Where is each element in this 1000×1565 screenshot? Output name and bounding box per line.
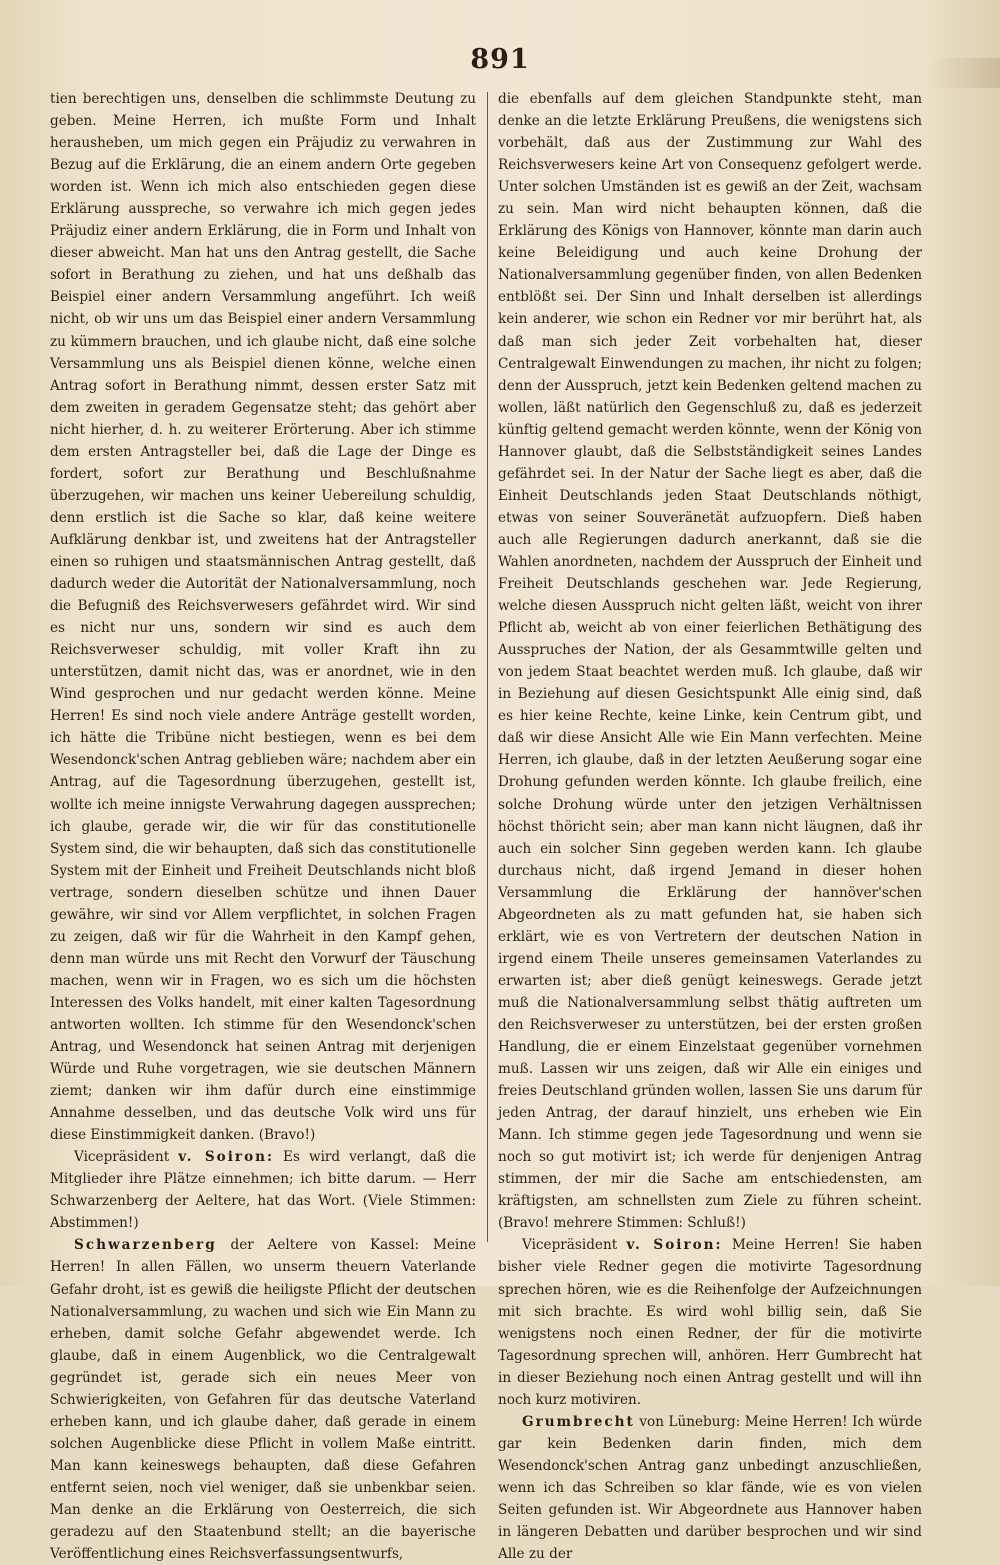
left-column [50,88,477,1563]
vice-president-label: Vicepräsident [522,1237,618,1254]
speaker-grumbrecht: Grumbrecht [522,1413,635,1430]
right-paragraph-1: die ebenfalls auf dem gleichen Standpunkte steht, man denke an die letzte Erklärung Preußens, die wenigstens sich vorbehält, daß aus der Zustimmung zur Wahl des Reichsverwesers keine Art von Consequenz gefolgert werde. Unter solchen Umständen ist es gewiß an der Zeit, wachsam zu sein. Man wird nicht behaupten können, daß die Erklärung des Königs von Hannover, könnte man darin auch keine Beleidigung und auch keine Drohung der Nationalversammlung gegenüber finden, von allen Bedenken entblößt sei. Der Sinn und Inhalt derselben ist allerdings kein anderer, wie schon ein Redner vor mir berührt hat, als daß man sich jeder Zeit vorbehalten hat, dieser Centralgewalt Einwendungen zu machen, ihr nicht zu folgen; denn der Ausspruch, jetzt kein Bedenken geltend machen zu wollen, läßt natürlich den Gegenschluß zu, daß es jederzeit künftig geltend gemacht werden könnte, wenn der König von Hannover glaubt, daß die Selbstständigkeit seines Landes gefährdet sei. In der Natur der Sache liegt es aber, daß die Einheit Deutschlands jeden Staat Deutschlands nöthigt, etwas von seiner Souveränetät aufzuopfern. Dieß haben auch alle Regierungen dadurch anerkannt, daß sie die Wahlen anordneten, nachdem der Ausspruch der Einheit und Freiheit Deutschlands geschehen war. Jede Regierung, welche diesen Ausspruch nicht gelten läßt, weicht von ihrer Pflicht ab, weicht ab von einer feierlichen Bethätigung des Ausspruches der Nation, der als Gesammtwille gelten und von jedem Staat beachtet werden muß. Ich glaube, daß wir in Beziehung auf diesen Gesichtspunkt Alle einig sind, daß es hier keine Rechte, keine Linke, kein Centrum gibt, und daß wir diese Ansicht Alle wie Ein Mann verfechten. Meine Herren, ich glaube, daß in der letzten Aeußerung sogar eine Drohung gefunden werden könnte. Ich glaube freilich, eine solche Drohung würde unter den jetzigen Verhältnissen höchst thöricht sein; aber man kann nicht läugnen, daß ihr auch ein solcher Sinn gegeben werden kann. Ich glaube durchaus nicht, daß irgend Jemand in dieser hohen Versammlung die Erklärung der hannöver'schen Abgeordneten als zu matt gefunden hat, sie haben sich erklärt, wie es von Vertretern der deutschen Nation in irgend einem Theile unseres gemeinsamen Vaterlandes zu erwarten ist; aber dieß genügt keineswegs. Gerade jetzt muß die Nationalversammlung selbst thätig auftreten um den Reichsverweser zu unterstützen, bei der ersten großen Handlung, die er einem Einzelstaat gegenüber vornehmen muß. Lassen wir uns zeigen, daß wir Alle ein einiges und freies Deutschland gründen wollen, lassen Sie uns darum für jeden Antrag, der darauf hinzielt, uns erheben wie Ein Mann. Ich stimme gegen jede Tagesordnung und wenn sie noch so gut motivirt ist; ich werde für denjenigen Antrag stimmen, der mir die Sache am entschiedensten, am kräftigsten, am schnellsten zum Ziele zu führen scheint. (Bravo! mehrere Stimmen: Schluß!) [498,91,922,1232]
left-paragraph-2-text: Es wird verlangt, daß die Mitglieder ihre Plätze einnehmen; ich bitte darum. — Herr Schwarzenberg der Aeltere, hat das Wort. (Viele Stimmen: Abstimmen!) [50,1149,476,1232]
right-paragraph-2-text: Meine Herren! Sie haben bisher viele Redner gegen die motivirte Tagesordnung sprechen hören, wie es die Reihenfolge der Aufzeichnungen mit sich brachte. Es wird wohl billig sein, daß Sie wenigstens noch einen Redner, der für die motivirte Tagesordnung sprechen will, anhören. Herr Gumbrecht hat in dieser Beziehung noch einen Antrag gestellt und will ihn noch kurz motiviren. [498,1237,922,1408]
page-number: 891 [470,44,530,75]
right-paragraph-2 [498,1234,922,1410]
speaker-soiron: v. Soiron: [626,1237,723,1254]
left-paragraph-1: tien berechtigen uns, denselben die schlimmste Deutung zu geben. Meine Herren, ich mußte Form und Inhalt herausheben, um mich gegen ein Präjudiz zu verwahren in Bezug auf die Erklärung, die an einem andern Orte gegeben worden ist. Wenn ich mich also entschieden gegen diese Erklärung ausspreche, so verwahre ich mich gegen jedes Präjudiz einer andern Erklärung, die in Form und Inhalt von dieser abweicht. Man hat uns den Antrag gestellt, die Sache sofort in Berathung zu ziehen, und hat uns deßhalb das Beispiel einer andern Versammlung angeführt. Ich weiß nicht, ob wir uns um das Beispiel einer andern Versammlung zu kümmern brauchen, und ich glaube nicht, daß eine solche Versammlung uns als Beispiel dienen könne, welche einen Antrag sofort in Berathung nimmt, dessen erster Satz mit dem zweiten in geradem Gegensatze steht; das gehört aber nicht hierher, d. h. zu weiterer Erörterung. Aber ich stimme dem ersten Antragsteller bei, daß die Lage der Dinge es fordert, sofort zur Berathung und Beschlußnahme überzugehen, wir machen uns keiner Uebereilung schuldig, denn erstlich ist die Sache so klar, daß keine weitere Aufklärung denkbar ist, und zweitens hat der Antragsteller einen so ruhigen und staatsmännischen Antrag gestellt, daß dadurch weder die Autorität der Nationalversammlung, noch die Befugniß des Reichsverwesers gefährdet wird. Wir sind es nicht nur uns, sondern wir sind es auch dem Reichsverweser schuldig, mit voller Kraft ihn zu unterstützen, damit nicht das, was er anordnet, wie in den Wind gesprochen und nur gedacht werden könne. Meine Herren! Es sind noch viele andere Anträge gestellt worden, ich hätte die Tribüne nicht bestiegen, wenn es bei dem Wesendonck'schen Antrag geblieben wäre; nachdem aber ein Antrag, auf die Tagesordnung überzugehen, gestellt ist, wollte ich meine innigste Verwahrung dagegen aussprechen; ich glaube, gerade wir, die wir für das constitutionelle System sind, die wir behaupten, daß sich das constitutionelle System mit der Einheit und Freiheit Deutschlands nicht bloß vertrage, sondern dieselben schütze und ihnen Dauer gewähre, wir sind vor Allem verpflichtet, in solchen Fragen zu zeigen, daß wir für die Wahrheit in den Kampf gehen, denn man würde uns mit Recht den Vorwurf der Täuschung machen, wenn wir in Fragen, wo es sich um die höchsten Interessen des Volks handelt, mit einer kalten Tagesordnung antworten wollten. Ich stimme für den Wesendonck'schen Antrag, und Wesendonck hat seinen Antrag mit derjenigen Würde und Ruhe vorgetragen, wie sie deutschen Männern ziemt; danken wir ihm dafür durch eine einstimmige Annahme desselben, und das deutsche Volk wird uns für diese Einstimmigkeit danken. (Bravo!) [50,91,476,1144]
speaker-soiron: v. Soiron: [178,1149,275,1166]
speaker-schwarzenberg: Schwarzenberg [74,1237,217,1254]
right-column [498,88,923,1563]
right-paragraph-3 [498,1411,922,1565]
left-paragraph-2 [50,1146,476,1234]
left-paragraph-3 [50,1234,476,1565]
right-paragraph-3-text: von Lüneburg: Meine Herren! Ich würde gar kein Bedenken darin finden, mich dem Wesendonck'schen Antrag ganz unbedingt anzuschließen, wenn ich das Schreiben so klar fände, wie es von vielen Seiten gefunden ist. Wir Abgeordnete aus Hannover haben in längeren Debatten und darüber besprochen und wir sind Alle zu der [498,1413,923,1563]
column-divider [487,92,488,1242]
vice-president-label: Vicepräsident [74,1149,170,1166]
left-paragraph-3-text: der Aeltere von Kassel: Meine Herren! In allen Fällen, wo unserm theuern Vaterlande Gefahr droht, ist es gewiß die heiligste Pflicht der deutschen Nationalversammlung, zu wachen und sich wie Ein Mann zu erheben, damit solche Gefahr abgewendet werde. Ich glaube, daß in einem Augenblick, wo die Centralgewalt gegründet ist, gerade sich ein neues Meer von Schwierigkeiten, von Gefahren für das deutsche Vaterland erheben kann, und ich glaube daher, daß gerade in einem solchen Augenblicke diese Pflicht in vollem Maße eintritt. Man kann keineswegs behaupten, daß diese Gefahren entfernt seien, noch viel weniger, daß sie unbenkbar seien. Man denke an die Erklärung von Oesterreich, die sich geradezu auf den Staatenbund stellt; an die bayerische Veröffentlichung eines Reichsverfassungsentwurfs, [50,1237,477,1563]
